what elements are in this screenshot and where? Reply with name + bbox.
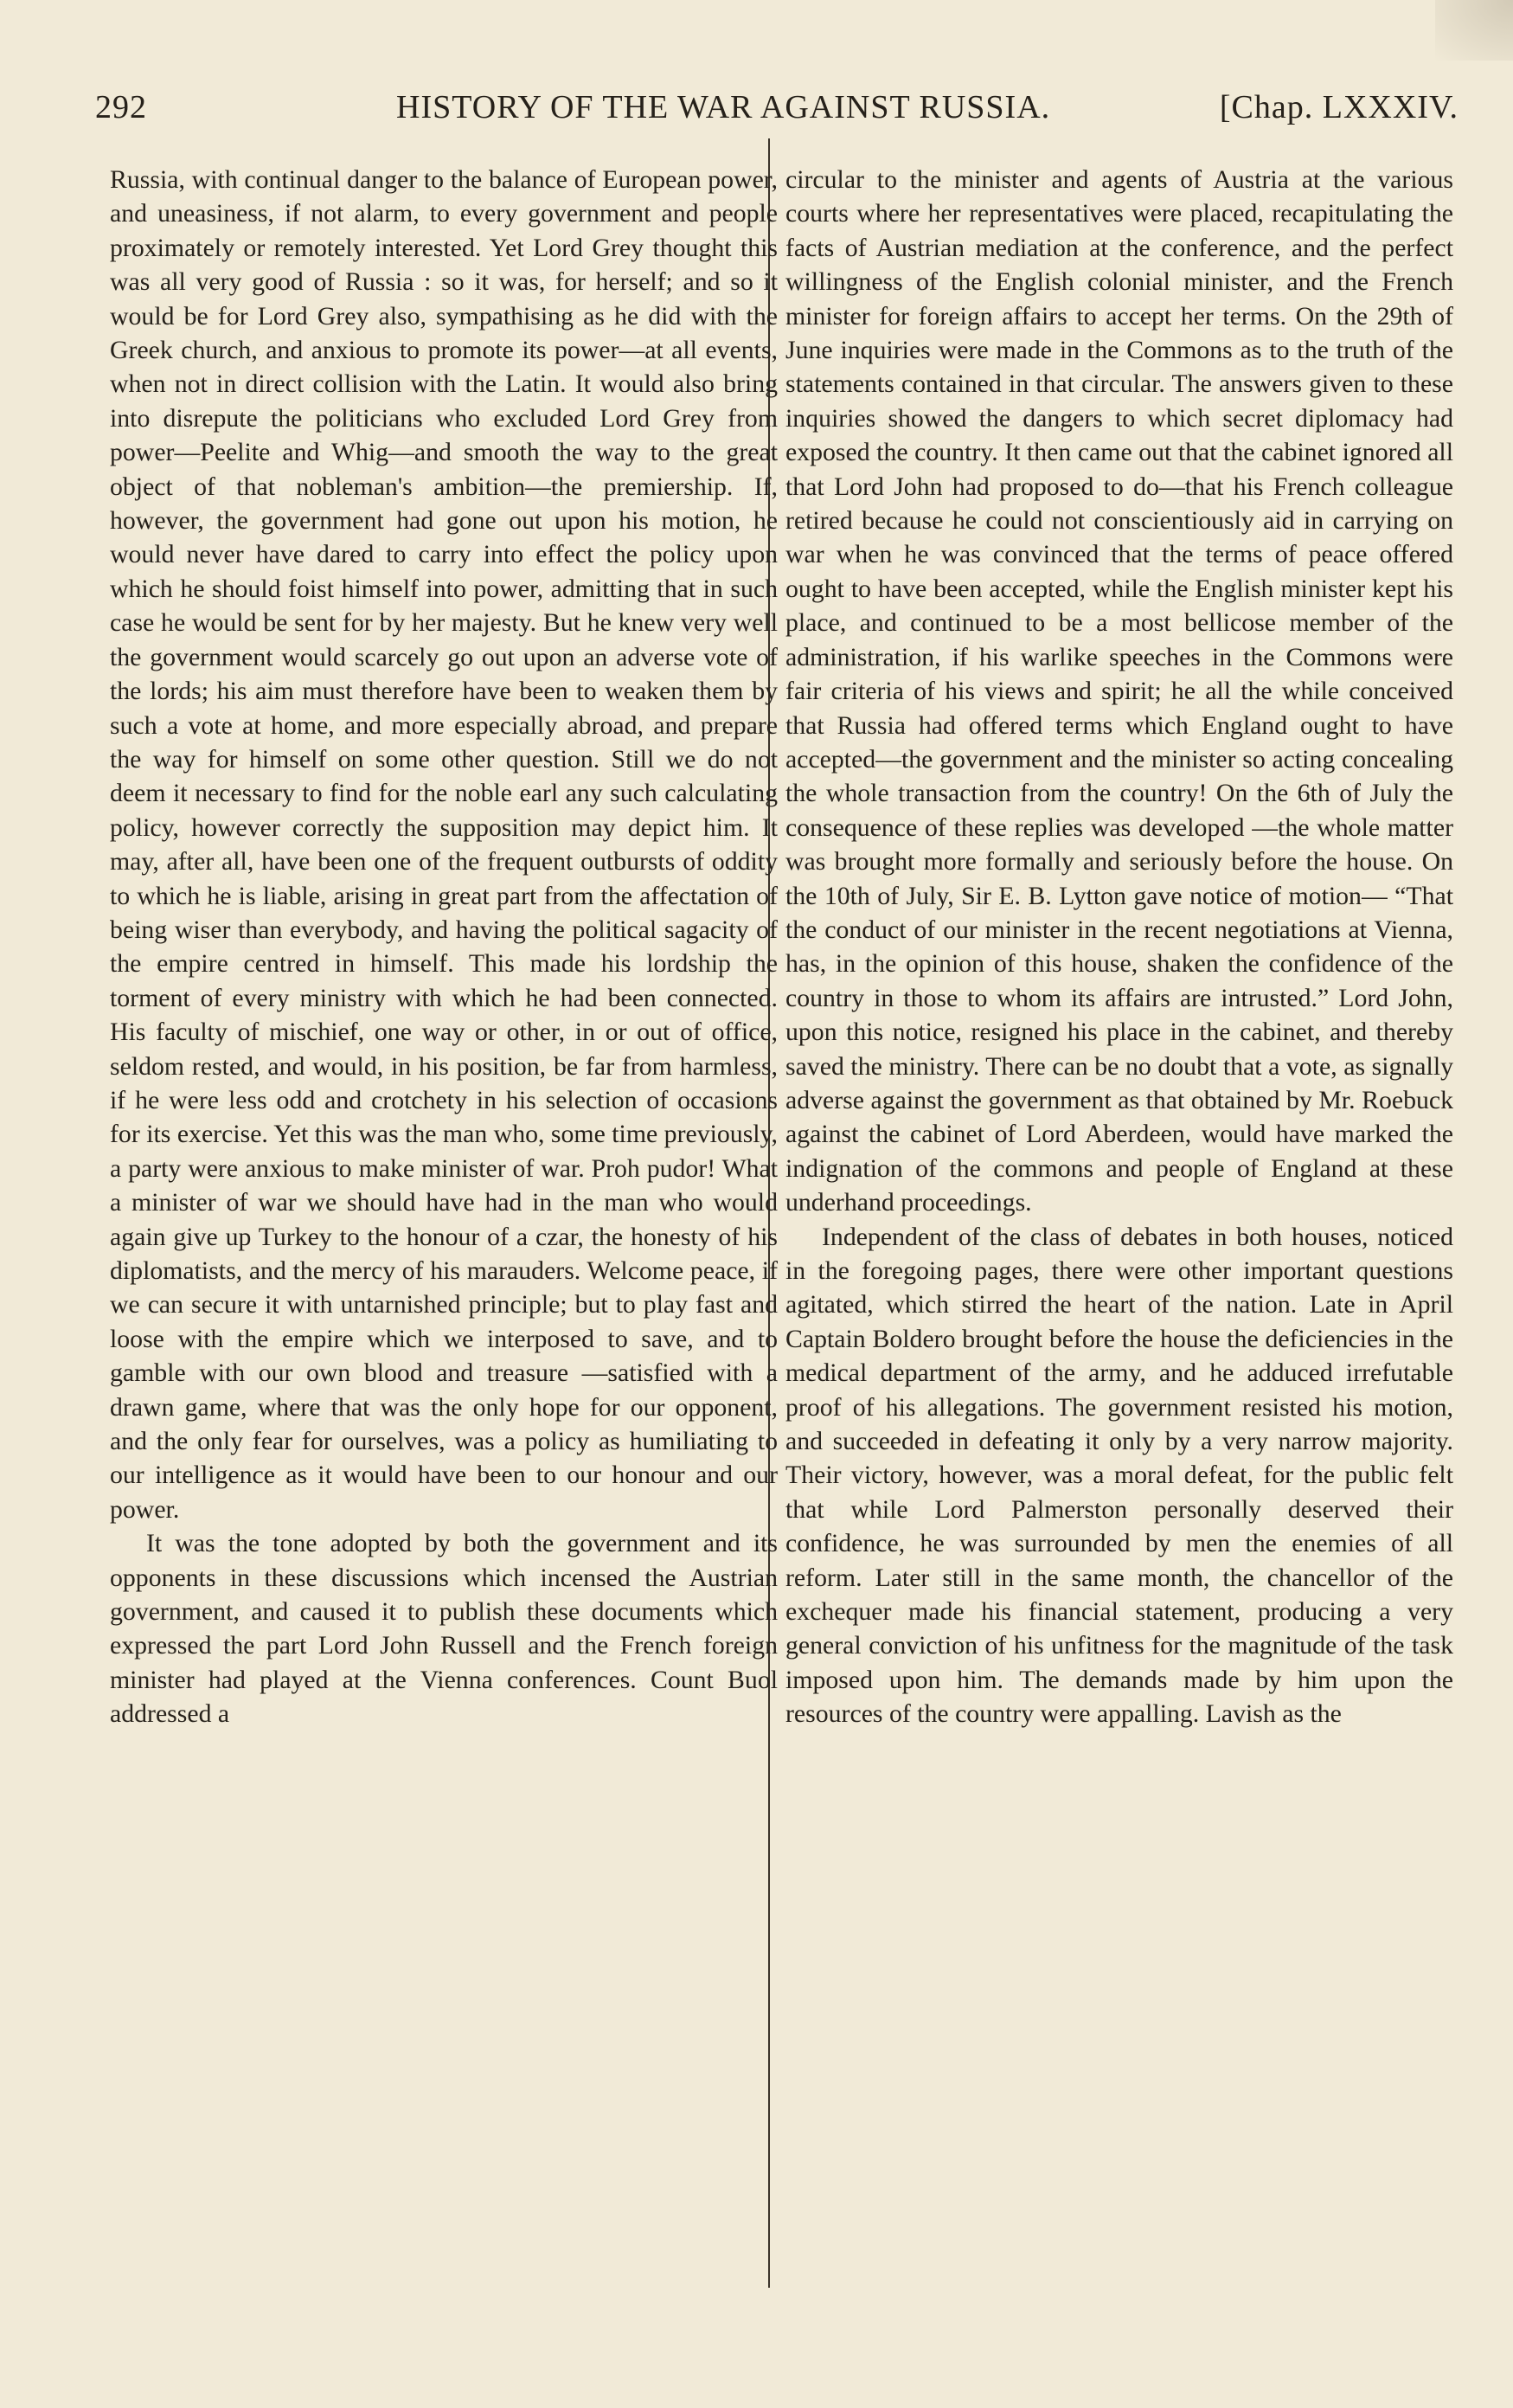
paragraph: It was the tone adopted by both the government and its opponents in these discussions which incensed the Austrian government, and caused it to publish these documents which expressed the part Lord John Russell and the French foreign minister had played at the Vienna conferences. Count Buol addressed a [110, 1529, 778, 1729]
chapter-label: [Chap. LXXXIV. [1219, 89, 1459, 125]
page-corner-stain [1435, 0, 1513, 61]
paragraph: Russia, with continual danger to the balance of European power, and uneasiness, if not alarm, to every government and people proximately or remotely interested. Yet Lord Grey thought this was all very good of Russia : so it was, for herself; and so it would be for Lord Grey also, sympathising as he did with the Greek church, and anxious to promote its power—at all events, when not in direct collision with the Latin. It would also bring into disrepute the politicians who excluded Lord Grey from power—Peelite and Whig—and smooth the way to the great object of that nobleman's ambition—the premiership. If, however, the government had gone out upon his motion, he would never have dared to carry into effect the policy upon which he should foist himself into power, admitting that in such case he would be sent for by her majesty. But he knew very well the government would scarcely go out upon an adverse vote of the lords; his aim must therefore have been to weaken them by such a vote at home, and more especially abroad, and prepare the way for himself on some other question. Still we do not deem it necessary to find for the noble earl any such calculating policy, however correctly the supposition may depict him. It may, after all, have been one of the frequent outbursts of oddity to which he is liable, arising in great part from the affectation of being wiser than everybody, and having the political sagacity of the empire centred in himself. This made his lordship the torment of every ministry with which he had been connected. His faculty of mischief, one way or other, in or out of office, seldom rested, and would, in his position, be far from harmless, if he were less odd and crotchety in his selection of occasions for its exercise. Yet this was the man who, some time previously, a party were anxious to make minister of war. Proh pudor! What a minister of war we should have had in the man who would again give up Turkey to the honour of a czar, the honesty of his diplomatists, and the mercy of his marauders. Welcome peace, if we can secure it with untarnished principle; but to play fast and loose with the empire which we interposed to save, and to gamble with our own blood and treasure —satisfied with a drawn game, where that was the only hope for our opponent, and the only fear for ourselves, was a policy as humiliating to our intelligence as it would have been to our honour and our power. [110, 165, 778, 1524]
left-column [110, 163, 778, 2291]
right-column [785, 163, 1453, 2291]
page-number: 292 [95, 89, 147, 125]
page-header [95, 80, 1459, 132]
paragraph: circular to the minister and agents of Austria at the various courts where her representatives were placed, recapitulating the facts of Austrian mediation at the conference, and the perfect willingness of the English colonial minister, and the French minister for foreign affairs to accept her terms. On the 29th of June inquiries were made in the Commons as to the truth of the statements contained in that circular. The answers given to these inquiries showed the dangers to which secret diplomacy had exposed the country. It then came out that the cabinet ignored all that Lord John had proposed to do—that his French colleague retired because he could not conscientiously aid in carrying on war when he was convinced that the terms of peace offered ought to have been accepted, while the English minister kept his place, and continued to be a most bellicose member of the administration, if his warlike speeches in the Commons were fair criteria of his views and spirit; he all the while conceived that Russia had offered terms which England ought to have accepted—the government and the minister so acting concealing the whole transaction from the country! On the 6th of July the consequence of these replies was developed —the whole matter was brought more formally and seriously before the house. On the 10th of July, Sir E. B. Lytton gave notice of motion— “That the conduct of our minister in the recent negotiations at Vienna, has, in the opinion of this house, shaken the confidence of the country in those to whom its affairs are intrusted.” Lord John, upon this notice, resigned his place in the cabinet, and thereby saved the ministry. There can be no doubt that a vote, as signally adverse against the government as that obtained by Mr. Roebuck against the cabinet of Lord Aberdeen, would have marked the indignation of the commons and people of England at these underhand proceedings. [785, 165, 1453, 1217]
running-title: HISTORY OF THE WAR AGAINST RUSSIA. [396, 89, 1051, 125]
paragraph: Independent of the class of debates in both houses, noticed in the foregoing pages, there were other important questions agitated, which stirred the heart of the nation. Late in April Captain Boldero brought before the house the deficiencies in the medical department of the army, and he adduced irrefutable proof of his allegations. The government resisted his motion, and succeeded in defeating it only by a very narrow majority. Their victory, however, was a moral defeat, for the public felt that while Lord Palmerston personally deserved their confidence, he was surrounded by men the enemies of all reform. Later still in the same month, the chancellor of the exchequer made his financial statement, producing a very general conviction of his unfitness for the magnitude of the task imposed upon him. The demands made by him upon the resources of the country were appalling. Lavish as the [785, 1222, 1453, 1729]
